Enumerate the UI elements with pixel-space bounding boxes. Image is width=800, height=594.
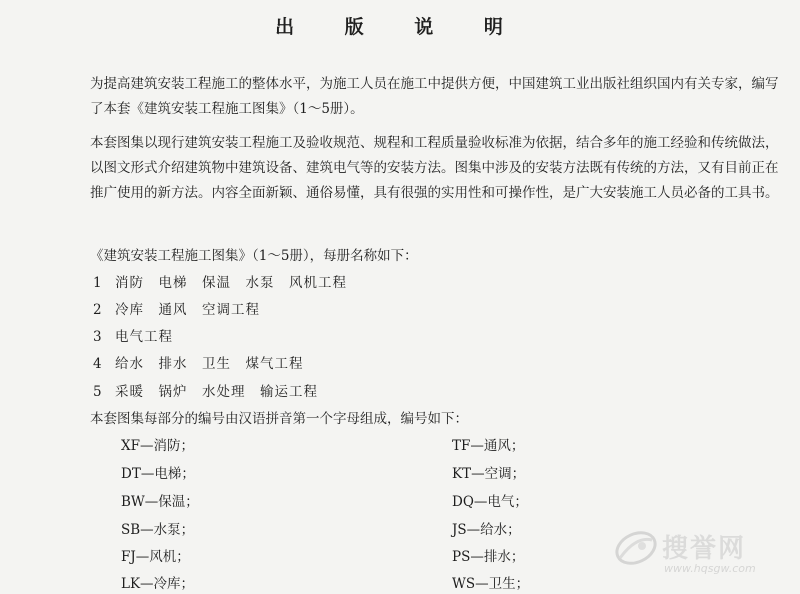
volume-items: 消防 电梯 保温 水泵 风机工程 [115, 275, 347, 291]
volume-items: 采暖 锅炉 水处理 输运工程 [115, 384, 318, 400]
code-item: BW—保温； [121, 494, 199, 510]
code-item: DT—电梯； [121, 466, 195, 482]
code-item: LK—冷库； [121, 576, 195, 592]
volume-item-1 [93, 271, 347, 291]
codes-intro: 本套图集每部分的编号由汉语拼音第一个字母组成，编号如下： [90, 411, 468, 427]
volume-number: 3 [93, 329, 102, 345]
watermark-url: www.hqsgw.com [664, 562, 756, 575]
volume-items: 电气工程 [115, 329, 173, 345]
volume-number: 4 [93, 356, 102, 372]
volume-number: 1 [93, 275, 102, 291]
volume-item-5 [93, 380, 318, 400]
volume-items: 给水 排水 卫生 煤气工程 [115, 356, 304, 372]
logo-swirl-icon [612, 524, 660, 572]
volume-items: 冷库 通风 空调工程 [115, 302, 260, 318]
volume-item-3 [93, 325, 173, 345]
page-title: 出 版 说 明 [275, 16, 525, 38]
volume-item-4 [93, 352, 304, 372]
code-item: KT—空调； [452, 466, 526, 482]
code-item: JS—给水； [452, 522, 521, 538]
volume-number: 5 [93, 384, 102, 400]
volumes-intro: 《建筑安装工程施工图集》（1～5册），每册名称如下： [90, 248, 418, 264]
code-item: FJ—风机； [121, 549, 190, 565]
paragraph-2: 本套图集以现行建筑安装工程施工及验收规范、规程和工程质量验收标准为依据，结合多年的施工经验和传统做法，以图文形式介绍建筑物中建筑设备、建筑电气等的安装方法。图集中涉及的安装方法既有传统的方法，又有目前正在推广使用的新方法。内容全面新颖、通俗易懂，具有很强的实用性和可操作性，是广大安装施工人员必备的工具书。 [90, 135, 779, 201]
watermark-site-name: 搜誉网 [662, 534, 747, 564]
code-item: DQ—电气； [452, 494, 528, 510]
volume-item-2 [93, 298, 260, 318]
watermark [612, 522, 792, 584]
code-item: SB—水泵； [121, 522, 195, 538]
code-item: XF—消防； [121, 438, 194, 454]
code-item: PS—排水； [452, 549, 525, 565]
code-item: WS—卫生； [452, 576, 530, 592]
paragraph-1: 为提高建筑安装工程施工的整体水平，为施工人员在施工中提供方便，中国建筑工业出版社组织国内有关专家，编写了本套《建筑安装工程施工图集》（1～5册）。 [90, 76, 779, 117]
volume-number: 2 [93, 302, 102, 318]
code-item: TF—通风； [452, 438, 525, 454]
